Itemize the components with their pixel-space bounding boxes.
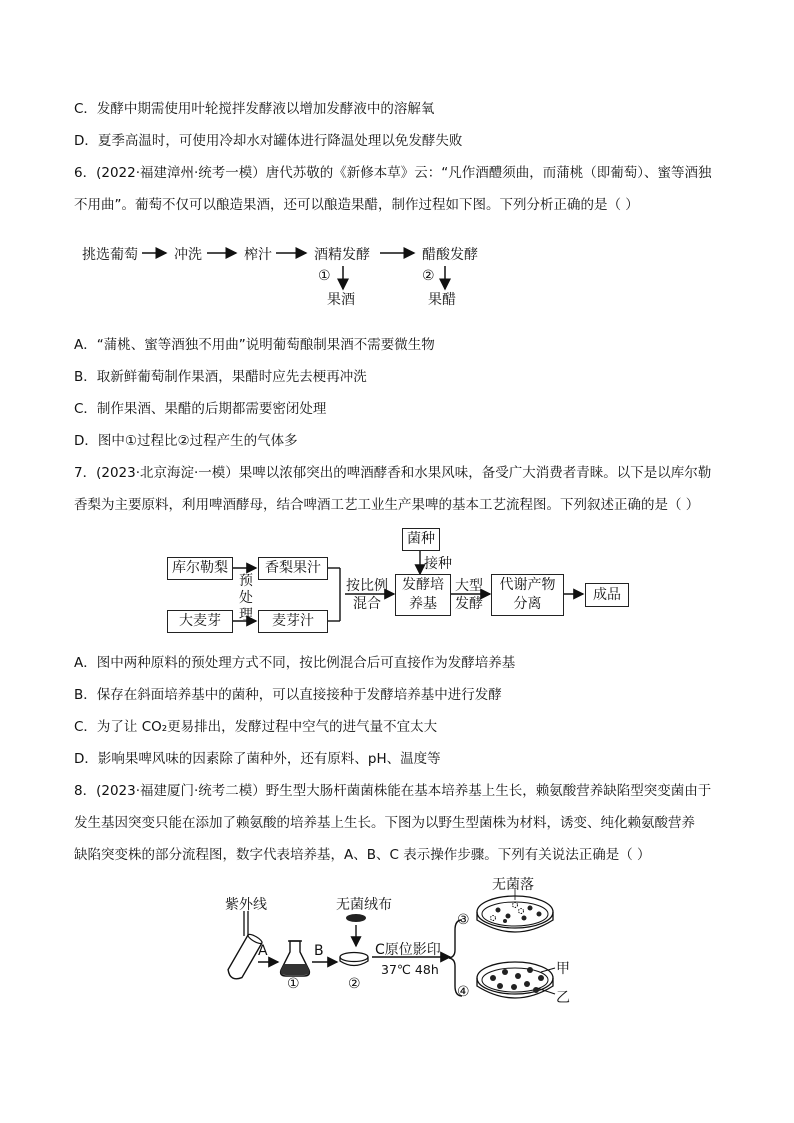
q6-option-a: A．“蒲桃、蜜等酒独不用曲”说明葡萄酿制果酒不需要微生物 (74, 337, 435, 353)
q6-option-d: D．图中①过程比②过程产生的气体多 (74, 433, 298, 449)
q7-box-strain: 菌种 (402, 528, 440, 551)
q6-product-wine: 果酒 (327, 292, 355, 308)
q7-option-d: D．影响果啤风味的因素除了菌种外，还有原料、pH、温度等 (74, 751, 441, 767)
q8-num-4: ④ (457, 984, 470, 1000)
q7-pretreat-char-3: 理 (239, 607, 253, 623)
q7-box-product: 成品 (585, 583, 629, 607)
q6-stem-line2: 不用曲”。葡萄不仅可以酿造果酒，还可以酿造果醋，制作过程如下图。下列分析正确的是（ ） (74, 197, 639, 213)
q5-option-d: D．夏季高温时，可使用冷却水对罐体进行降温处理以免发酵失败 (74, 133, 463, 149)
q6-option-b: B．取新鲜葡萄制作果酒，果醋时应先去梗再冲洗 (74, 369, 367, 385)
q7-box-barley: 大麦芽 (167, 610, 233, 633)
q7-medium-line2: 养基 (409, 596, 437, 612)
q8-no-colony-label: 无菌落 (492, 877, 534, 893)
q7-ferment-line1: 大型 (455, 578, 483, 594)
q7-ferment-line2: 发酵 (455, 596, 483, 612)
q8-stem-line3: 缺陷突变株的部分流程图，数字代表培养基，A、B、C 表示操作步骤。下列有关说法正确是（ ） (74, 847, 651, 863)
q8-stem-line1: 8．(2023·福建厦门·统考二模）野生型大肠杆菌菌株能在基本培养基上生长，赖氨酸营养缺陷型突变菌由于 (74, 783, 712, 799)
q7-separate-line2: 分离 (513, 596, 542, 612)
petri-dish-2-icon (340, 953, 368, 966)
q6-step-pick: 挑选葡萄 (82, 247, 138, 263)
q7-pretreat-char-1: 预 (239, 573, 253, 589)
q6-stem-line1: 6．(2022·福建漳州·统考一模）唐代苏敬的《新修本草》云：“凡作酒醴须曲，而蒲桃（即葡萄）、蜜等酒独 (74, 165, 712, 181)
q7-option-b: B．保存在斜面培养基中的菌种，可以直接接种于发酵培养基中进行发酵 (74, 687, 502, 703)
q7-stem-line1: 7．(2023·北京海淀·一模）果啤以浓郁突出的啤酒酵香和水果风味，备受广大消费者青睐。以下是以库尔勒 (74, 465, 712, 481)
q7-inoculate-label: 接种 (424, 556, 452, 572)
q7-pretreat-char-2: 处 (239, 590, 253, 606)
q7-box-pear-juice: 香梨果汁 (258, 557, 328, 580)
q5-option-c: C．发酵中期需使用叶轮搅拌发酵液以增加发酵液中的溶解氧 (74, 101, 435, 117)
q7-mix-line2: 混合 (353, 596, 381, 612)
q6-option-c: C．制作果酒、果醋的后期都需要密闭处理 (74, 401, 327, 417)
q6-product-vinegar: 果醋 (428, 292, 456, 308)
q6-mark-1: ① (318, 268, 331, 284)
q7-option-a: A．图中两种原料的预处理方式不同，按比例混合后可直接作为发酵培养基 (74, 655, 516, 671)
q8-step-c: C原位影印 (375, 942, 441, 958)
q8-step-a: A (258, 943, 268, 959)
q8-num-2: ② (348, 976, 361, 992)
q8-stem-line2: 发生基因突变只能在添加了赖氨酸的培养基上生长。下图为以野生型菌株为材料，诱变、纯化赖氨酸营养 (74, 815, 695, 831)
q6-step-squeeze: 榨汁 (244, 247, 272, 263)
q8-condition: 37℃ 48h (381, 962, 439, 977)
q8-uv-label: 紫外线 (225, 897, 267, 913)
sterile-cloth-icon (346, 914, 366, 922)
petri-dish-4-icon (477, 962, 553, 998)
q7-option-c: C．为了让 CO₂更易排出，发酵过程中空气的进气量不宜太大 (74, 719, 438, 735)
petri-dish-3-icon (477, 896, 553, 932)
q7-stem-line2: 香梨为主要原料，利用啤酒酵母，结合啤酒工艺工业生产果啤的基本工艺流程图。下列叙述正确的是（ ） (74, 497, 700, 513)
q6-step-wash: 冲洗 (174, 247, 202, 263)
q8-cloth-label: 无菌绒布 (336, 897, 392, 913)
q6-step-acetic: 醋酸发酵 (422, 247, 478, 263)
q8-label-jia: 甲 (556, 961, 570, 977)
q8-num-3: ③ (457, 912, 470, 928)
q8-num-1: ① (287, 976, 300, 992)
q7-mix-line1: 按比例 (346, 578, 388, 594)
q8-step-b: B (314, 943, 324, 959)
uv-lamp-icon (244, 911, 248, 936)
flask-icon (281, 941, 310, 976)
q6-step-alcohol: 酒精发酵 (314, 247, 370, 263)
q7-separate-line1: 代谢产物 (499, 577, 556, 593)
q8-label-yi: 乙 (556, 990, 570, 1006)
q6-mark-2: ② (422, 268, 435, 284)
q7-box-pear: 库尔勒梨 (167, 557, 233, 580)
q7-box-malt-juice: 麦芽汁 (258, 610, 328, 633)
q7-medium-line1: 发酵培 (402, 577, 444, 593)
